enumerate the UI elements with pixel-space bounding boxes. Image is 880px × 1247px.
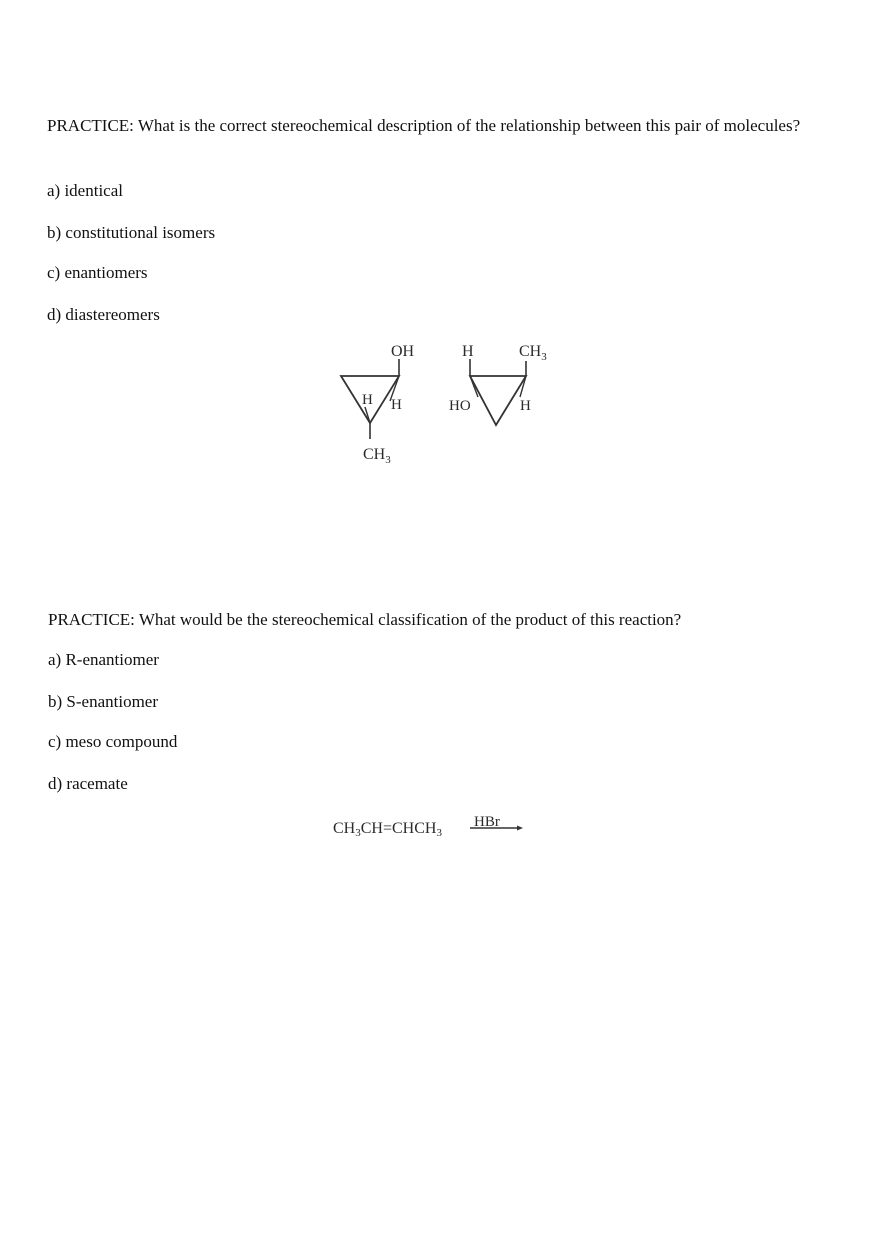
reaction-arrow-head [517, 826, 523, 831]
left-oh-label: OH [391, 343, 415, 360]
practice-1-option-b: b) constitutional isomers [47, 223, 216, 242]
practice-2-option-c: c) meso compound [48, 732, 178, 751]
practice-2-option-d: d) racemate [48, 774, 128, 793]
practice-1-option-a: a) identical [47, 181, 123, 200]
practice-1-question: PRACTICE: What is the correct stereochemical description of the relationship between this pair of molecules? [47, 116, 801, 135]
practice-2-option-b: b) S-enantiomer [48, 692, 158, 711]
practice-2-option-a: a) R-enantiomer [48, 650, 159, 669]
reaction-figure [330, 808, 530, 844]
cyclopropane-pair-figure [330, 335, 570, 475]
right-ho-label: HO [449, 398, 471, 414]
right-ch3-label: $CH_3$ [519, 343, 547, 363]
reagent-label: HBr [474, 814, 500, 830]
practice-2-question: PRACTICE: What would be the stereochemical classification of the product of this reaction? [48, 610, 682, 629]
right-h-top-label: H [462, 343, 474, 360]
left-cyclopropane-molecule [341, 343, 415, 466]
left-ch3-label: $CH_3$ [363, 446, 391, 466]
practice-1-option-d: d) diastereomers [47, 305, 160, 324]
left-inner-h-right: H [391, 397, 402, 413]
practice-1-option-c: c) enantiomers [47, 263, 148, 282]
reactant-formula: CH3CH=CHCH3 [333, 820, 442, 839]
left-inner-h-left: H [362, 392, 373, 408]
right-h-bottom-label: H [520, 398, 531, 414]
right-cyclopropane-molecule [449, 343, 547, 425]
